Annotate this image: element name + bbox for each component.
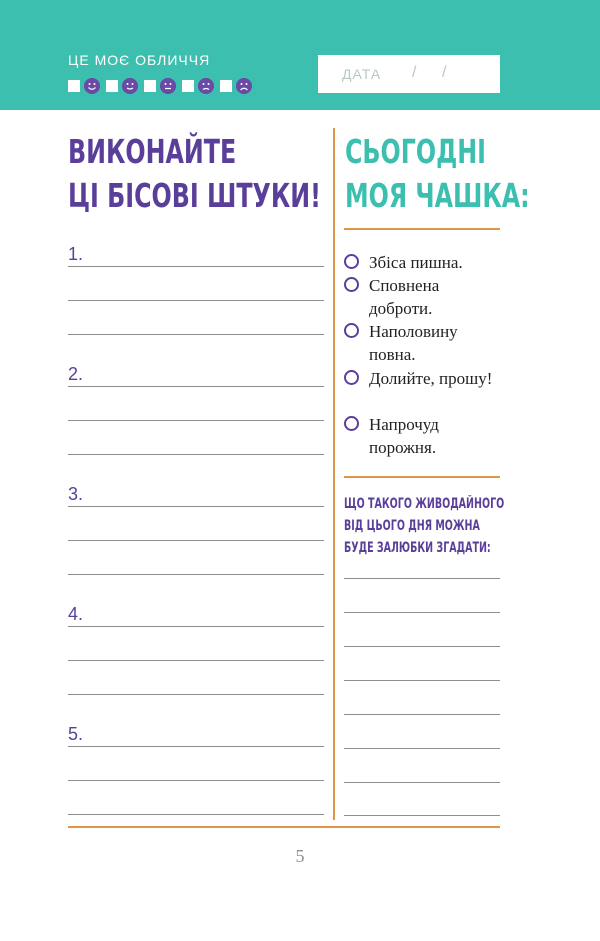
section-divider xyxy=(344,228,500,230)
tasks-title-line-1: ВИКОНАЙТЕ xyxy=(68,132,237,171)
task-line[interactable] xyxy=(68,454,324,455)
task-line[interactable] xyxy=(68,386,324,387)
cup-option[interactable] xyxy=(344,274,499,320)
section-divider xyxy=(344,476,500,478)
task-line[interactable] xyxy=(68,626,324,627)
cup-title-line-2: МОЯ ЧАШКА: xyxy=(345,176,530,215)
very-sad-face-icon xyxy=(236,78,252,94)
very-happy-face-icon xyxy=(84,78,100,94)
mood-checkbox[interactable] xyxy=(106,80,118,92)
column-divider xyxy=(333,128,335,820)
cup-title-line-1: СЬОГОДНІ xyxy=(345,132,486,171)
memory-line[interactable] xyxy=(344,578,500,579)
mood-checkbox[interactable] xyxy=(68,80,80,92)
radio-circle-icon[interactable] xyxy=(344,416,359,431)
memory-question-line-1: ЩО ТАКОГО ЖИВОДАЙНОГО xyxy=(344,496,505,512)
date-label: ДАТА xyxy=(342,66,382,82)
header-band xyxy=(0,0,600,110)
face-title: ЦЕ МОЄ ОБЛИЧЧЯ xyxy=(68,52,211,68)
radio-circle-icon[interactable] xyxy=(344,370,359,385)
task-number: 3. xyxy=(68,484,84,504)
mood-selector xyxy=(68,78,258,94)
mood-checkbox[interactable] xyxy=(144,80,156,92)
task-number: 4. xyxy=(68,604,84,624)
task-line[interactable] xyxy=(68,660,324,661)
radio-circle-icon[interactable] xyxy=(344,277,359,292)
memory-line[interactable] xyxy=(344,782,500,783)
task-line[interactable] xyxy=(68,814,324,815)
memory-line[interactable] xyxy=(344,612,500,613)
memory-question-line-2: ВІД ЦЬОГО ДНЯ МОЖНА xyxy=(344,518,480,534)
task-line[interactable] xyxy=(68,746,324,747)
memory-line[interactable] xyxy=(344,680,500,681)
mood-checkbox[interactable] xyxy=(220,80,232,92)
task-number: 5. xyxy=(68,724,84,744)
radio-circle-icon[interactable] xyxy=(344,323,359,338)
cup-option[interactable] xyxy=(344,367,499,390)
sad-face-icon xyxy=(198,78,214,94)
cup-option-label: Напрочуд порожня. xyxy=(369,415,439,457)
date-separator: / xyxy=(412,64,417,81)
cup-option-label: Долийте, прошу! xyxy=(369,369,493,388)
task-line[interactable] xyxy=(68,506,324,507)
mood-option-1[interactable] xyxy=(68,78,100,94)
date-field[interactable] xyxy=(318,55,500,93)
radio-circle-icon[interactable] xyxy=(344,254,359,269)
cup-option-label: Сповнена доброти. xyxy=(369,276,440,318)
page-number: 5 xyxy=(295,846,305,866)
memory-line[interactable] xyxy=(344,714,500,715)
cup-option[interactable] xyxy=(344,413,499,459)
cup-option-label: Наполовину повна. xyxy=(369,322,458,364)
mood-option-3[interactable] xyxy=(144,78,176,94)
task-number: 2. xyxy=(68,364,84,384)
task-line[interactable] xyxy=(68,334,324,335)
cup-option-label: Збіса пишна. xyxy=(369,253,463,272)
task-line[interactable] xyxy=(68,420,324,421)
date-separator: / xyxy=(442,64,447,81)
tasks-title xyxy=(68,130,321,218)
memory-line[interactable] xyxy=(344,815,500,816)
task-line[interactable] xyxy=(68,266,324,267)
memory-question-line-3: БУДЕ ЗАЛЮБКИ ЗГАДАТИ: xyxy=(344,540,491,556)
cup-option[interactable] xyxy=(344,251,499,274)
happy-face-icon xyxy=(122,78,138,94)
mood-option-2[interactable] xyxy=(106,78,138,94)
task-line[interactable] xyxy=(68,780,324,781)
bottom-divider xyxy=(68,826,500,828)
mood-option-4[interactable] xyxy=(182,78,214,94)
tasks-title-line-2: ЦІ БІСОВІ ШТУКИ! xyxy=(68,176,321,215)
task-line[interactable] xyxy=(68,540,324,541)
mood-checkbox[interactable] xyxy=(182,80,194,92)
memory-question xyxy=(344,493,507,559)
mood-option-5[interactable] xyxy=(220,78,252,94)
task-line[interactable] xyxy=(68,694,324,695)
task-line[interactable] xyxy=(68,574,324,575)
memory-line[interactable] xyxy=(344,748,500,749)
cup-option[interactable] xyxy=(344,320,499,366)
task-number: 1. xyxy=(68,244,84,264)
task-line[interactable] xyxy=(68,300,324,301)
memory-line[interactable] xyxy=(344,646,500,647)
cup-title xyxy=(345,130,530,218)
neutral-face-icon xyxy=(160,78,176,94)
